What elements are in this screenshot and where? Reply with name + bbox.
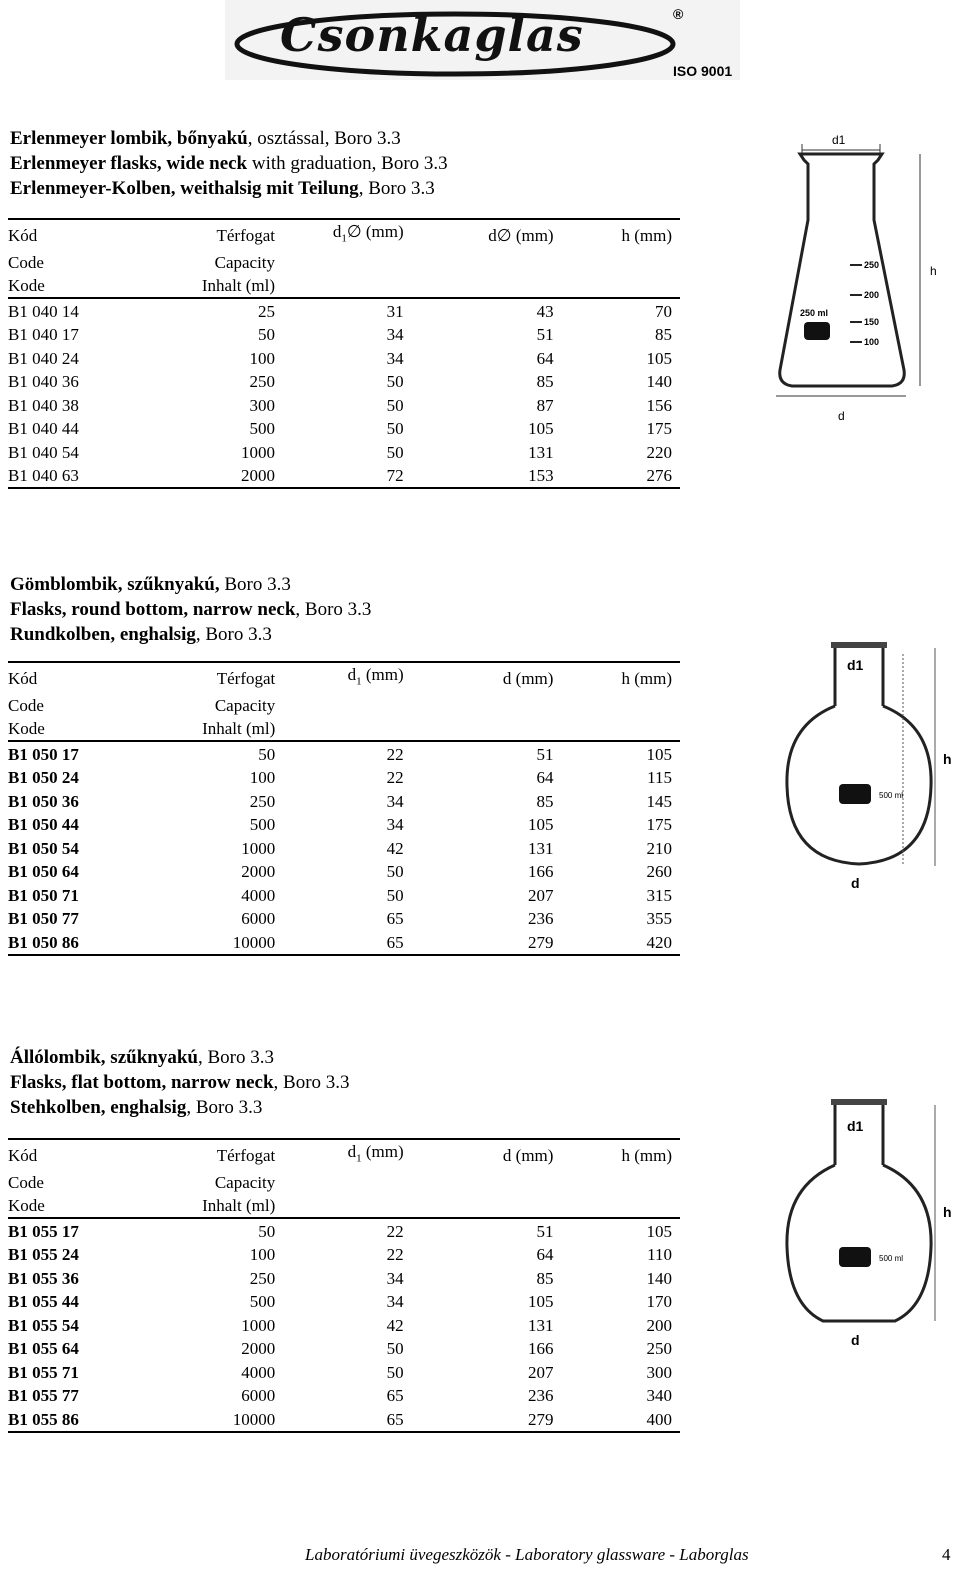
cell-d1: 50 [386, 1339, 404, 1359]
header-d1 [275, 250, 404, 274]
fig1-h-label: h [930, 264, 937, 278]
cell-d1: 50 [386, 372, 404, 392]
header-h [554, 250, 680, 274]
cell-d1: 50 [386, 395, 404, 415]
cell-d: 131 [527, 1315, 554, 1335]
table-row [8, 464, 680, 489]
cell-d: 236 [527, 909, 554, 929]
cell-code: B1 040 38 [8, 395, 79, 415]
cell-d1: 34 [386, 815, 404, 835]
header-d [404, 274, 554, 299]
header-code: Kode [8, 719, 45, 739]
table-row [8, 883, 680, 907]
table-row [8, 789, 680, 813]
cell-code: B1 055 36 [8, 1268, 79, 1288]
table-row [8, 440, 680, 464]
cell-code: B1 050 17 [8, 741, 156, 766]
cell-d: 153 [404, 464, 554, 489]
table-row [8, 298, 680, 323]
cell-d: 207 [527, 885, 554, 905]
cell-capacity: 250 [249, 791, 276, 811]
cell-code: B1 040 14 [8, 298, 156, 323]
header-capacity: Inhalt (ml) [201, 276, 276, 296]
section2-table [8, 661, 680, 956]
header-capacity: Capacity [214, 252, 276, 272]
cell-d: 51 [404, 1218, 554, 1243]
table-row [8, 907, 680, 931]
header-d: d∅ (mm) [404, 219, 554, 250]
cell-d1: 50 [386, 885, 404, 905]
cell-d: 85 [536, 372, 554, 392]
table-row [8, 1266, 680, 1290]
table-row [8, 417, 680, 441]
cell-d: 51 [404, 741, 554, 766]
cell-capacity: 100 [249, 1245, 276, 1265]
header-capacity: Inhalt (ml) [202, 1196, 276, 1216]
cell-d1: 65 [386, 909, 404, 929]
cell-capacity: 1000 [241, 838, 276, 858]
header-row [8, 250, 680, 274]
cell-h: 210 [646, 838, 672, 858]
table-row [8, 813, 680, 837]
header-capacity: Capacity [214, 1172, 276, 1192]
cell-d: 207 [527, 1362, 554, 1382]
cell-h: 250 [646, 1339, 672, 1359]
section1-title-hu: Erlenmeyer lombik, bőnyakú, osztással, Boro 3.3 [10, 128, 401, 149]
fig2-d-label: d [851, 875, 860, 891]
fig1-grad-200: 200 [864, 290, 880, 300]
table-row [8, 1337, 680, 1361]
section3-title-en: Flasks, flat bottom, narrow neck, Boro 3.3 [10, 1072, 350, 1093]
cell-h: 115 [647, 768, 672, 788]
cell-d1: 34 [386, 1292, 404, 1312]
header-h [553, 1170, 680, 1194]
cell-d1: 72 [275, 464, 404, 489]
cell-capacity: 500 [249, 1292, 276, 1312]
cell-capacity: 100 [249, 768, 276, 788]
cell-d1: 34 [386, 325, 404, 345]
table-row [8, 860, 680, 884]
header-capacity: Térfogat [156, 219, 275, 250]
table-row [8, 1290, 680, 1314]
cell-d1: 31 [275, 298, 404, 323]
cell-h: 140 [646, 1268, 672, 1288]
fig3-d1-label: d1 [847, 1118, 864, 1134]
header-row [8, 693, 680, 717]
cell-code: B1 050 86 [8, 930, 156, 955]
cell-d1: 50 [386, 862, 404, 882]
header-d1 [275, 274, 404, 299]
header-code: Kód [8, 662, 156, 693]
fig2-h-label: h [943, 751, 952, 767]
fig2-volume-label: 500 ml [879, 791, 904, 800]
header-d [404, 1194, 554, 1219]
cell-d: 64 [536, 1245, 554, 1265]
fig3-volume-label: 500 ml [879, 1254, 904, 1263]
cell-code: B1 050 24 [8, 768, 79, 788]
cell-code: B1 040 54 [8, 442, 79, 462]
cell-code: B1 055 77 [8, 1386, 79, 1406]
cell-code: B1 055 64 [8, 1339, 79, 1359]
table-row [8, 836, 680, 860]
table-row [8, 766, 680, 790]
cell-capacity: 1000 [241, 1315, 276, 1335]
table-row [8, 741, 680, 766]
cell-h: 156 [646, 395, 672, 415]
cell-h: 260 [646, 862, 672, 882]
fig1-grad-100: 100 [864, 337, 880, 347]
cell-capacity: 6000 [241, 1386, 276, 1406]
header-d1: $d_1$ (mm) [275, 1139, 403, 1170]
fig1-grad-250: 250 [864, 260, 880, 270]
cell-code: B1 050 54 [8, 838, 79, 858]
cell-capacity: 50 [258, 325, 276, 345]
cell-d1: 34 [386, 791, 404, 811]
header-code: Code [8, 695, 44, 715]
cell-capacity: 50 [156, 741, 275, 766]
fig3-d-label: d [851, 1332, 860, 1348]
cell-capacity: 10000 [156, 1407, 275, 1432]
cell-d: 87 [536, 395, 554, 415]
header-code: Code [8, 252, 44, 272]
cell-d: 131 [528, 442, 554, 462]
cell-capacity: 250 [249, 1268, 276, 1288]
cell-code: B1 050 64 [8, 862, 79, 882]
cell-d: 105 [528, 419, 554, 439]
cell-code: B1 050 44 [8, 815, 79, 835]
cell-h: 400 [553, 1407, 680, 1432]
header-d [404, 250, 554, 274]
table-row [8, 1218, 680, 1243]
header-row [8, 219, 680, 250]
cell-d1: 65 [275, 1407, 403, 1432]
fig1-grad-150: 150 [864, 317, 880, 327]
header-h: h (mm) [553, 662, 680, 693]
section2-title-en: Flasks, round bottom, narrow neck, Boro 3.3 [10, 599, 372, 620]
cell-d1: 42 [386, 838, 404, 858]
header-capacity: Inhalt (ml) [202, 719, 276, 739]
round-bottom-flask-diagram [785, 636, 960, 901]
header-d1 [275, 1170, 403, 1194]
cell-d1: 34 [386, 1268, 404, 1288]
fig1-volume-label: 250 ml [800, 308, 829, 318]
header-d [404, 1170, 554, 1194]
section2-titles [10, 572, 371, 647]
section1-title-en: Erlenmeyer flasks, wide neck with graduation, Boro 3.3 [10, 153, 448, 174]
cell-h: 300 [646, 1362, 672, 1382]
cell-h: 110 [647, 1245, 672, 1265]
cell-h: 140 [646, 372, 672, 392]
header-capacity: Térfogat [156, 1139, 275, 1170]
section1-titles [10, 126, 448, 201]
header-d [404, 693, 554, 717]
cell-capacity: 500 [249, 419, 276, 439]
header-d1: $d_1$ (mm) [275, 662, 403, 693]
header-code: Code [8, 1172, 44, 1192]
cell-code: B1 040 17 [8, 325, 79, 345]
header-h [553, 693, 680, 717]
header-code: Kode [8, 276, 45, 296]
section1-table [8, 218, 680, 489]
header-d: d (mm) [404, 1139, 554, 1170]
cell-code: B1 040 24 [8, 348, 79, 368]
header-d [404, 717, 554, 742]
fig1-d-label: d [838, 409, 845, 423]
section2-title-hu: Gömblombik, szűknyakú, Boro 3.3 [10, 574, 291, 595]
cell-capacity: 300 [249, 395, 276, 415]
cell-h: 340 [646, 1386, 672, 1406]
cell-h: 200 [646, 1315, 672, 1335]
cell-h: 175 [646, 419, 672, 439]
cell-h: 355 [646, 909, 672, 929]
header-code: Kód [8, 1139, 156, 1170]
cell-h: 70 [554, 298, 680, 323]
header-code: Kód [8, 219, 156, 250]
cell-capacity: 2000 [241, 1339, 276, 1359]
erlenmeyer-flask-diagram [770, 130, 950, 430]
section3-table [8, 1138, 680, 1433]
header-d1 [275, 717, 403, 742]
flat-bottom-flask-diagram [785, 1095, 960, 1355]
cell-d1: 22 [275, 1218, 403, 1243]
header-row [8, 1194, 680, 1219]
cell-d: 85 [536, 791, 554, 811]
cell-d: 279 [404, 1407, 554, 1432]
cell-h: 276 [554, 464, 680, 489]
cell-h: 85 [655, 325, 672, 345]
logo-brand-text: Csonkaglas [280, 8, 584, 62]
header-h [553, 1194, 680, 1219]
cell-d: 279 [404, 930, 554, 955]
table-row [8, 370, 680, 394]
cell-code: B1 040 36 [8, 372, 79, 392]
table-row [8, 1384, 680, 1408]
table-row [8, 323, 680, 347]
header-d1: $d_1\emptyset$ (mm) [275, 219, 404, 250]
cell-code: B1 055 44 [8, 1292, 79, 1312]
header-row [8, 717, 680, 742]
header-d1 [275, 1194, 403, 1219]
cell-code: B1 050 36 [8, 791, 79, 811]
fig1-d1-label: d1 [832, 133, 846, 147]
cell-d1: 22 [386, 768, 404, 788]
cell-code: B1 040 44 [8, 419, 79, 439]
cell-h: 315 [646, 885, 672, 905]
cell-d: 85 [536, 1268, 554, 1288]
cell-h: 105 [646, 348, 672, 368]
table-row [8, 930, 680, 955]
header-d: d (mm) [404, 662, 554, 693]
header-code: Kode [8, 1196, 45, 1216]
cell-h: 170 [646, 1292, 672, 1312]
section3-titles [10, 1045, 350, 1120]
cell-d: 236 [527, 1386, 554, 1406]
cell-h: 105 [553, 1218, 680, 1243]
cell-d: 43 [404, 298, 554, 323]
cell-d1: 22 [275, 741, 403, 766]
cell-capacity: 4000 [241, 885, 276, 905]
cell-d1: 65 [275, 930, 403, 955]
cell-code: B1 055 54 [8, 1315, 79, 1335]
header-d1 [275, 693, 403, 717]
cell-d: 166 [527, 862, 554, 882]
page-footer: Laboratóriumi üvegeszközök - Laboratory glassware - Laborglas [305, 1545, 749, 1564]
header-capacity: Capacity [214, 695, 276, 715]
header-h: h (mm) [554, 219, 680, 250]
cell-d1: 50 [386, 1362, 404, 1382]
cell-d: 105 [527, 815, 554, 835]
section3-title-de: Stehkolben, enghalsig, Boro 3.3 [10, 1097, 263, 1118]
fig3-h-label: h [943, 1204, 952, 1220]
cell-h: 105 [553, 741, 680, 766]
cell-capacity: 2000 [156, 464, 275, 489]
table-row [8, 1313, 680, 1337]
cell-code: B1 055 71 [8, 1362, 79, 1382]
cell-code: B1 055 86 [8, 1407, 156, 1432]
header-row [8, 662, 680, 693]
cell-capacity: 6000 [241, 909, 276, 929]
header-row [8, 1170, 680, 1194]
cell-h: 220 [646, 442, 672, 462]
cell-h: 175 [646, 815, 672, 835]
cell-d1: 65 [386, 1386, 404, 1406]
header-h: h (mm) [553, 1139, 680, 1170]
header-capacity: Térfogat [156, 662, 275, 693]
brand-logo [225, 0, 740, 80]
cell-d: 64 [536, 348, 554, 368]
cell-capacity: 250 [249, 372, 276, 392]
cell-d: 64 [536, 768, 554, 788]
cell-code: B1 055 24 [8, 1245, 79, 1265]
table-row [8, 346, 680, 370]
cell-capacity: 100 [249, 348, 276, 368]
table-row [8, 1243, 680, 1267]
cell-code: B1 055 17 [8, 1218, 156, 1243]
table-row [8, 1360, 680, 1384]
cell-d1: 34 [386, 348, 404, 368]
cell-capacity: 2000 [241, 862, 276, 882]
header-row [8, 274, 680, 299]
table-row [8, 1407, 680, 1432]
cell-d1: 22 [386, 1245, 404, 1265]
table-row [8, 393, 680, 417]
cell-h: 145 [646, 791, 672, 811]
page-number: 4 [942, 1545, 951, 1564]
cell-capacity: 500 [249, 815, 276, 835]
cell-d: 105 [527, 1292, 554, 1312]
fig2-d1-label: d1 [847, 657, 864, 673]
iso-label: ISO 9001 [673, 63, 733, 79]
cell-code: B1 050 71 [8, 885, 79, 905]
cell-d: 166 [527, 1339, 554, 1359]
cell-capacity: 4000 [241, 1362, 276, 1382]
cell-capacity: 1000 [241, 442, 276, 462]
cell-d: 51 [536, 325, 554, 345]
cell-d1: 50 [386, 419, 404, 439]
cell-code: B1 050 77 [8, 909, 79, 929]
cell-capacity: 50 [156, 1218, 275, 1243]
section3-title-hu: Állólombik, szűknyakú, Boro 3.3 [10, 1047, 274, 1068]
cell-capacity: 25 [156, 298, 275, 323]
registered-mark: ® [673, 6, 684, 22]
cell-d: 131 [527, 838, 554, 858]
cell-d1: 50 [386, 442, 404, 462]
section1-title-de: Erlenmeyer-Kolben, weithalsig mit Teilung, Boro 3.3 [10, 178, 435, 199]
cell-d1: 42 [386, 1315, 404, 1335]
cell-capacity: 10000 [156, 930, 275, 955]
cell-h: 420 [553, 930, 680, 955]
header-row [8, 1139, 680, 1170]
header-h [553, 717, 680, 742]
section2-title-de: Rundkolben, enghalsig, Boro 3.3 [10, 624, 272, 645]
cell-code: B1 040 63 [8, 464, 156, 489]
header-h [554, 274, 680, 299]
